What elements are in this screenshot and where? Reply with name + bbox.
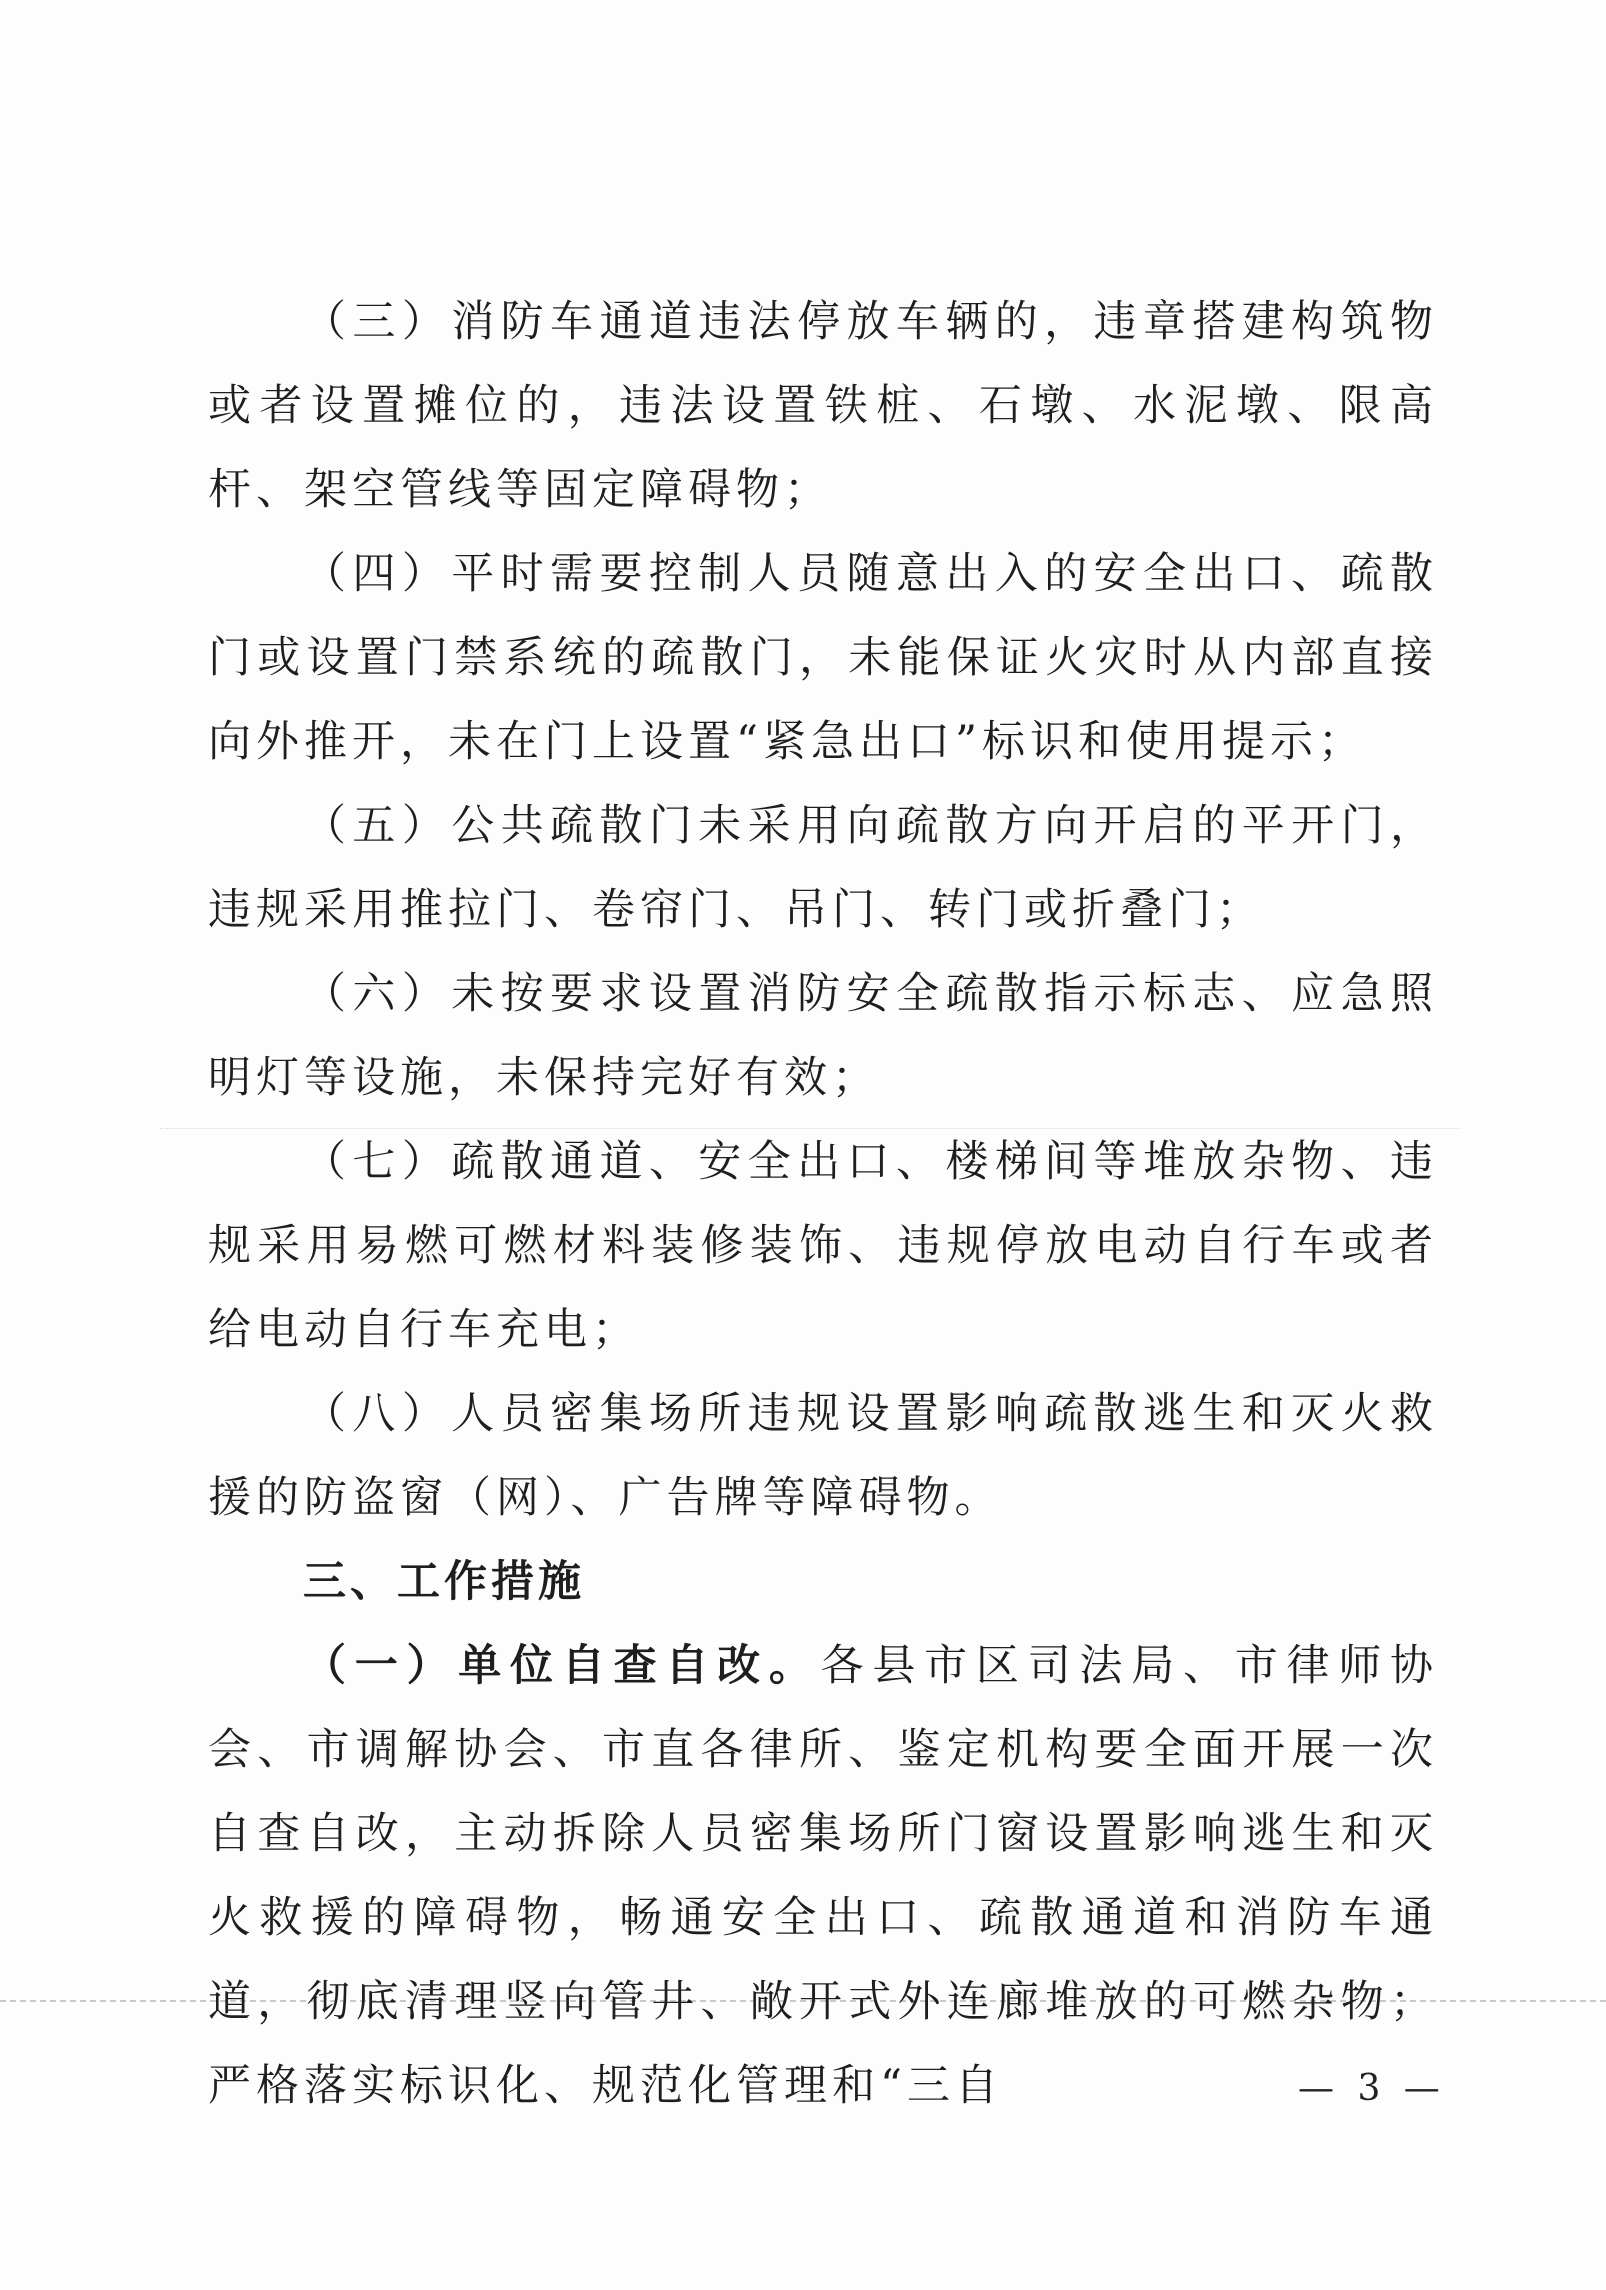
measure-lead: （一）单位自查自改。: [303, 1641, 821, 1691]
paragraph-item-3: （三）消防车通道违法停放车辆的，违章搭建构筑物或者设置摊位的，违法设置铁桩、石墩、水泥墩、限高杆、架空管线等固定障碍物；: [208, 297, 1438, 515]
measure-body: 各县市区司法局、市律师协会、市调解协会、市直各律所、鉴定机构要全面开展一次自查自改，主动拆除人员密集场所门窗设置影响逃生和灭火救援的障碍物，畅通安全出口、疏散通道和消防车通道，彻底清理竖向管井、敞开式外连廊堆放的可燃杂物；严格落实标识化、规范化管理和“三自: [208, 1641, 1439, 2111]
paragraph-item-5: （五）公共疏散门未采用向疏散方向开启的平开门，违规采用推拉门、卷帘门、吊门、转门或折叠门；: [208, 801, 1438, 935]
paragraph-item-6: （六）未按要求设置消防安全疏散指示标志、应急照明灯等设施，未保持完好有效；: [208, 969, 1438, 1103]
paragraph-item-4: （四）平时需要控制人员随意出入的安全出口、疏散门或设置门禁系统的疏散门，未能保证火灾时从内部直接向外推开，未在门上设置“紧急出口”标识和使用提示；: [208, 549, 1438, 767]
paragraph-item-7: （七）疏散通道、安全出口、楼梯间等堆放杂物、违规采用易燃可燃材料装修装饰、违规停放电动自行车或者给电动自行车充电；: [208, 1137, 1438, 1355]
section-heading: 三、工作措施: [303, 1557, 585, 1607]
measure-paragraph: [208, 1624, 1438, 2128]
paragraph-item-8: （八）人员密集场所违规设置影响疏散逃生和灭火救援的防盗窗（网）、广告牌等障碍物。: [208, 1389, 1438, 1523]
page-number: — 3 —: [1298, 2068, 1446, 2109]
document-body: [208, 280, 1438, 2128]
